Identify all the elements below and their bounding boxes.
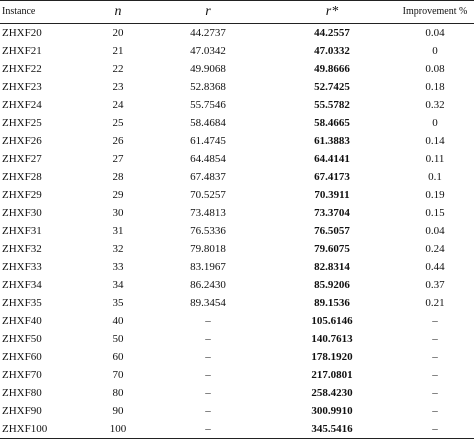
cell-instance: ZHXF24 [2, 99, 42, 111]
cell-n: 20 [112, 27, 124, 39]
cell-improvement: 0.18 [425, 81, 445, 93]
table-row [0, 132, 474, 150]
cell-r-star: 52.7425 [314, 81, 350, 93]
cell-r: 47.0342 [190, 45, 226, 57]
cell-instance: ZHXF20 [2, 27, 42, 39]
cell-r-star: 140.7613 [311, 333, 353, 345]
header-r: r [148, 1, 268, 24]
cell-improvement: 0.1 [428, 171, 442, 183]
cell-improvement: 0 [432, 117, 438, 129]
cell-improvement: 0.24 [425, 243, 445, 255]
cell-improvement: 0.32 [425, 99, 445, 111]
cell-improvement: – [432, 333, 438, 345]
cell-n: 27 [112, 153, 124, 165]
cell-instance: ZHXF40 [2, 315, 42, 327]
cell-improvement: – [432, 405, 438, 417]
cell-improvement: – [432, 315, 438, 327]
cell-n: 40 [112, 315, 124, 327]
cell-r-star: 49.8666 [314, 63, 350, 75]
cell-r-star: 258.4230 [311, 387, 353, 399]
cell-r: 49.9068 [190, 63, 226, 75]
cell-r: 61.4745 [190, 135, 226, 147]
cell-n: 33 [112, 261, 124, 273]
cell-instance: ZHXF35 [2, 297, 42, 309]
cell-n: 80 [112, 387, 124, 399]
cell-n: 25 [112, 117, 124, 129]
cell-r: 64.4854 [190, 153, 226, 165]
cell-instance: ZHXF50 [2, 333, 42, 345]
cell-r: 86.2430 [190, 279, 226, 291]
cell-instance: ZHXF25 [2, 117, 42, 129]
header-row [0, 1, 474, 24]
cell-instance: ZHXF32 [2, 243, 42, 255]
cell-r-star: 79.6075 [314, 243, 350, 255]
cell-improvement: 0.19 [425, 189, 445, 201]
cell-r: 83.1967 [190, 261, 226, 273]
cell-r: – [205, 387, 211, 399]
cell-n: 28 [112, 171, 124, 183]
cell-instance: ZHXF70 [2, 369, 42, 381]
cell-n: 70 [112, 369, 124, 381]
table-row [0, 402, 474, 420]
cell-improvement: – [432, 387, 438, 399]
cell-improvement: – [432, 369, 438, 381]
header-improvement: Improvement % [396, 1, 474, 24]
cell-r-star: 55.5782 [314, 99, 350, 111]
cell-r: 55.7546 [190, 99, 226, 111]
cell-n: 90 [112, 405, 124, 417]
table-row [0, 78, 474, 96]
table-row [0, 204, 474, 222]
cell-n: 29 [112, 189, 124, 201]
cell-improvement: 0.04 [425, 225, 445, 237]
cell-n: 31 [112, 225, 124, 237]
cell-instance: ZHXF21 [2, 45, 42, 57]
cell-r-star: 67.4173 [314, 171, 350, 183]
cell-r: 67.4837 [190, 171, 226, 183]
table-row [0, 258, 474, 276]
header-n: n [88, 1, 148, 24]
cell-improvement: – [432, 351, 438, 363]
cell-n: 21 [112, 45, 124, 57]
table-row [0, 240, 474, 258]
cell-instance: ZHXF60 [2, 351, 42, 363]
cell-r-star: 61.3883 [314, 135, 350, 147]
table-row [0, 384, 474, 402]
cell-improvement: – [396, 420, 474, 439]
cell-r-star: 76.5057 [314, 225, 350, 237]
cell-r-star: 64.4141 [314, 153, 350, 165]
table-row [0, 114, 474, 132]
table-row [0, 366, 474, 384]
table-row [0, 168, 474, 186]
cell-r-star: 217.0801 [311, 369, 353, 381]
cell-instance: ZHXF26 [2, 135, 42, 147]
cell-improvement: 0.14 [425, 135, 445, 147]
cell-instance: ZHXF29 [2, 189, 42, 201]
table-row [0, 294, 474, 312]
cell-r-star: 82.8314 [314, 261, 350, 273]
table-row [0, 186, 474, 204]
cell-r-star: 300.9910 [311, 405, 353, 417]
cell-r-star: 89.1536 [314, 297, 350, 309]
table-row [0, 330, 474, 348]
cell-instance: ZHXF90 [2, 405, 42, 417]
cell-r: – [205, 405, 211, 417]
header-instance: Instance [0, 1, 88, 24]
cell-r: – [148, 420, 268, 439]
cell-r: 70.5257 [190, 189, 226, 201]
cell-r: 79.8018 [190, 243, 226, 255]
cell-r-star: 58.4665 [314, 117, 350, 129]
cell-n: 60 [112, 351, 124, 363]
cell-instance: ZHXF23 [2, 81, 42, 93]
table-row [0, 222, 474, 240]
cell-r-star: 345.5416 [268, 420, 396, 439]
header-r-star: r* [268, 1, 396, 24]
cell-n: 34 [112, 279, 124, 291]
cell-r: – [205, 315, 211, 327]
table-row [0, 312, 474, 330]
cell-r-star: 73.3704 [314, 207, 350, 219]
cell-improvement: 0.08 [425, 63, 445, 75]
table-row [0, 96, 474, 114]
cell-r: 73.4813 [190, 207, 226, 219]
cell-n: 100 [88, 420, 148, 439]
table-row [0, 60, 474, 78]
cell-instance: ZHXF100 [0, 420, 88, 439]
cell-n: 30 [112, 207, 124, 219]
cell-instance: ZHXF22 [2, 63, 42, 75]
cell-n: 35 [112, 297, 124, 309]
cell-r: 58.4684 [190, 117, 226, 129]
cell-n: 32 [112, 243, 124, 255]
table-body [0, 24, 474, 439]
table-row [0, 42, 474, 60]
cell-improvement: 0 [432, 45, 438, 57]
table-row [0, 348, 474, 366]
table-row [0, 24, 474, 43]
cell-n: 22 [112, 63, 124, 75]
cell-instance: ZHXF33 [2, 261, 42, 273]
cell-improvement: 0.21 [425, 297, 445, 309]
table-row [0, 420, 474, 439]
cell-instance: ZHXF80 [2, 387, 42, 399]
cell-improvement: 0.04 [425, 27, 445, 39]
cell-r: – [205, 351, 211, 363]
cell-r: – [205, 369, 211, 381]
table-header [0, 1, 474, 24]
table-row [0, 150, 474, 168]
cell-r: 89.3454 [190, 297, 226, 309]
cell-instance: ZHXF28 [2, 171, 42, 183]
cell-instance: ZHXF31 [2, 225, 42, 237]
cell-n: 50 [112, 333, 124, 345]
cell-r: 76.5336 [190, 225, 226, 237]
cell-r-star: 44.2557 [314, 27, 350, 39]
cell-r-star: 85.9206 [314, 279, 350, 291]
cell-improvement: 0.37 [425, 279, 445, 291]
cell-n: 26 [112, 135, 124, 147]
cell-instance: ZHXF30 [2, 207, 42, 219]
cell-r-star: 105.6146 [311, 315, 353, 327]
cell-improvement: 0.11 [425, 153, 445, 165]
cell-improvement: 0.15 [425, 207, 445, 219]
cell-r: 52.8368 [190, 81, 226, 93]
cell-n: 23 [112, 81, 124, 93]
cell-instance: ZHXF27 [2, 153, 42, 165]
cell-improvement: 0.44 [425, 261, 445, 273]
cell-r-star: 70.3911 [314, 189, 350, 201]
cell-r: 44.2737 [190, 27, 226, 39]
table-row [0, 276, 474, 294]
cell-instance: ZHXF34 [2, 279, 42, 291]
cell-r: – [205, 333, 211, 345]
cell-r-star: 178.1920 [311, 351, 353, 363]
cell-n: 24 [112, 99, 124, 111]
cell-r-star: 47.0332 [314, 45, 350, 57]
